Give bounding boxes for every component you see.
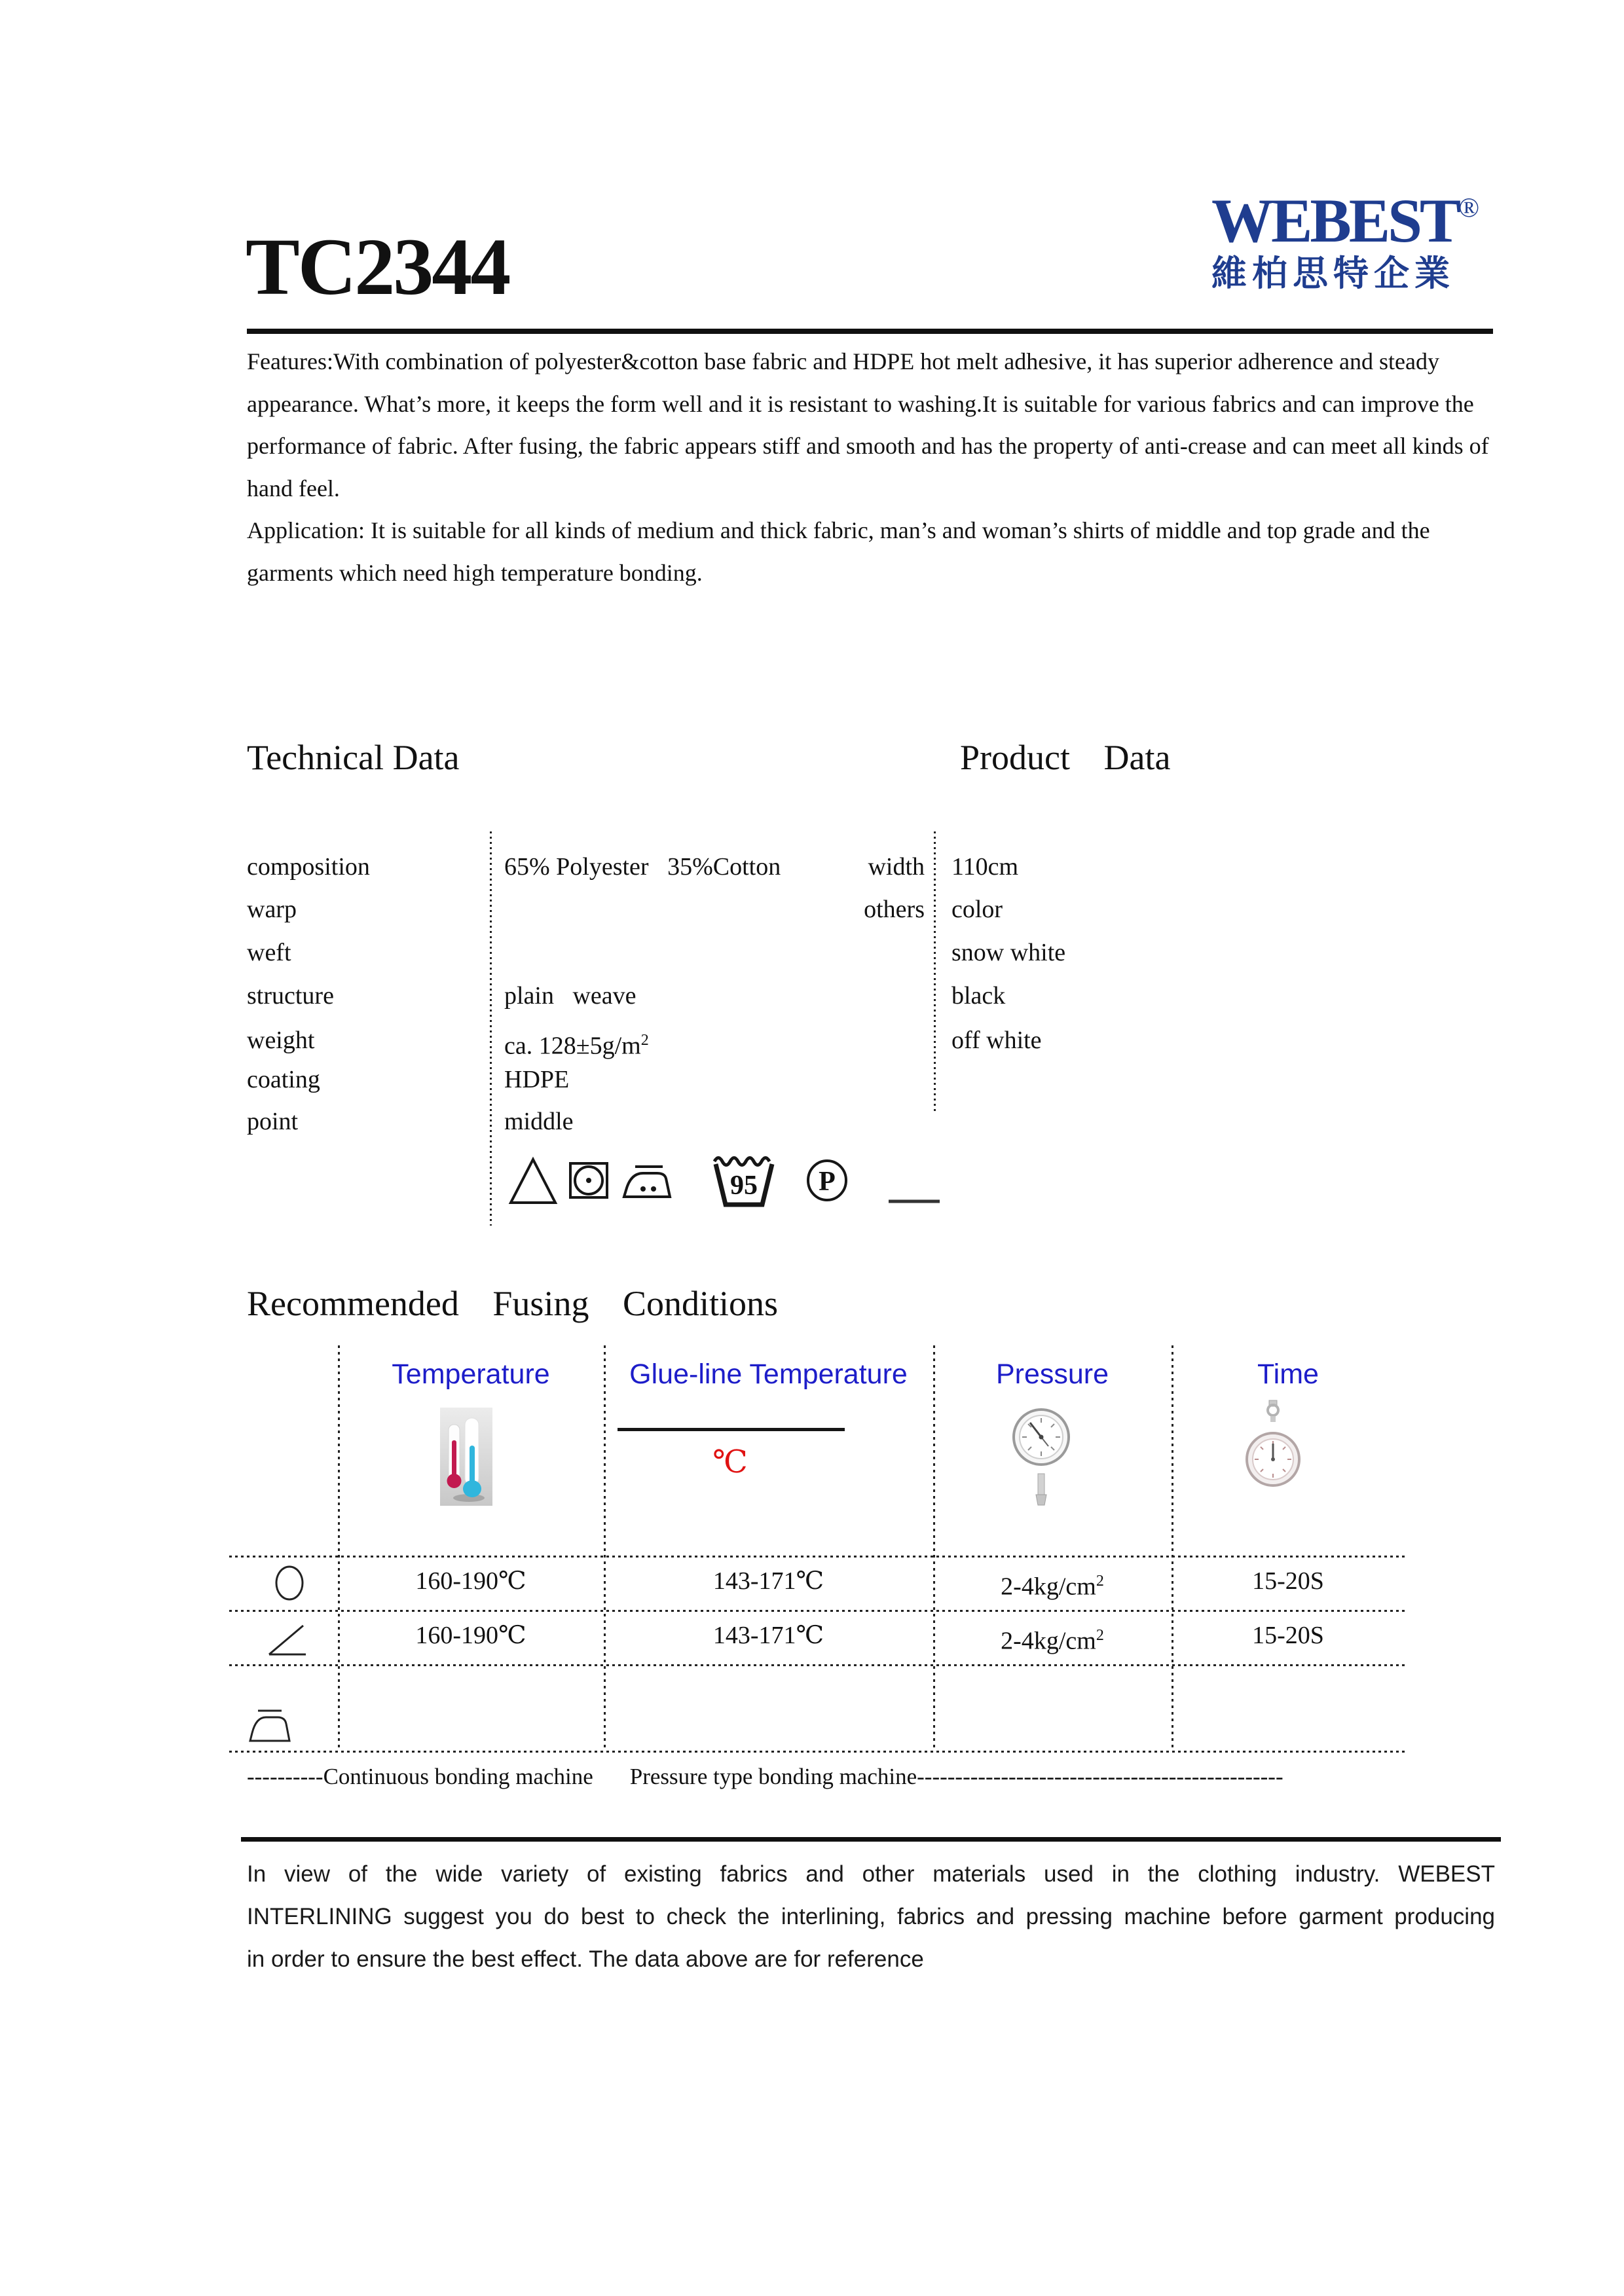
caption-pressure-label: Pressure type bonding machine [629, 1764, 917, 1789]
table-row [247, 979, 1410, 1012]
table-row [247, 850, 1410, 883]
caption-right-dashes: ------------------------------------------------ [917, 1764, 1283, 1789]
cell-time: 15-20S [1252, 1622, 1324, 1649]
row-product-value: black [951, 982, 1006, 1010]
row-product-value: 110cm [951, 853, 1019, 881]
brand-name: WEBEST [1211, 186, 1459, 255]
svg-text:P: P [819, 1167, 836, 1197]
underline-symbol-icon [887, 1198, 941, 1205]
column-header-pressure: Pressure [995, 1358, 1109, 1390]
stopwatch-icon [1246, 1399, 1301, 1501]
wash-95-icon [711, 1151, 777, 1209]
iron-two-dots-icon [621, 1161, 673, 1201]
product-data-heading: Product Data [960, 738, 1171, 777]
circle-symbol [274, 1564, 305, 1602]
cell-pressure: $2-4kg/cm^2$ [1001, 1627, 1104, 1655]
bleach-triangle-icon [507, 1156, 559, 1206]
glue-line-rule [618, 1428, 845, 1431]
row-value: HDPE [504, 1066, 570, 1093]
row-divider [229, 1664, 1405, 1666]
fusing-table [229, 1345, 1405, 1753]
row-sublabel: width [868, 853, 925, 881]
row-divider [229, 1556, 1405, 1558]
column-divider [933, 1345, 935, 1751]
cell-glue-line: 143-171℃ [712, 1567, 824, 1595]
dry-clean-p-icon [805, 1159, 849, 1202]
row-value: plain weave [504, 982, 637, 1010]
cell-pressure: $2-4kg/cm^2$ [1001, 1573, 1104, 1601]
header-divider-rule [247, 329, 1493, 334]
iron-symbol [248, 1705, 292, 1745]
cell-temperature: 160-190℃ [415, 1622, 526, 1649]
caption-left-dashes: ---------- [247, 1764, 323, 1789]
table-row [247, 1063, 1410, 1096]
row-label: weft [247, 939, 291, 966]
column-divider [1172, 1345, 1173, 1751]
bonding-machine-caption [247, 1764, 1419, 1790]
fusing-conditions-heading: Recommended Fusing Conditions [247, 1284, 778, 1323]
registered-trademark-icon: ® [1458, 193, 1480, 223]
column-header-glue-line: Glue-line Temperature [629, 1358, 908, 1390]
row-label: structure [247, 982, 334, 1010]
row-divider [229, 1751, 1405, 1753]
footer-line: In view of the wide variety of existing fabrics and other materials used in the clothing industry. WEBEST [247, 1861, 1495, 1887]
row-product-value: color [951, 896, 1003, 923]
table-row [247, 1105, 1410, 1138]
row-sublabel: others [864, 896, 925, 923]
table-row [247, 893, 1410, 926]
row-label: coating [247, 1066, 320, 1093]
row-label: warp [247, 896, 297, 923]
cell-glue-line: 143-171℃ [712, 1622, 824, 1649]
brand-logo [1211, 186, 1493, 293]
row-value: ca. $128\pm 5g/m^2$ [504, 1032, 649, 1060]
row-product-value: snow white [951, 939, 1066, 966]
technical-data-heading: Technical Data [247, 738, 460, 777]
glue-line-unit: ℃ [712, 1445, 748, 1480]
column-divider [604, 1345, 606, 1751]
footer-line: in order to ensure the best effect. The data above are for reference [247, 1946, 924, 1972]
row-label: weight [247, 1027, 315, 1054]
row-value: middle [504, 1108, 574, 1135]
brand-chinese-name: 維柏思特企業 [1211, 254, 1455, 293]
table-row [247, 936, 1410, 969]
svg-text:95: 95 [730, 1171, 758, 1201]
cell-time: 15-20S [1252, 1567, 1324, 1595]
column-header-time: Time [1257, 1358, 1319, 1390]
row-divider [229, 1610, 1405, 1612]
column-header-temperature: Temperature [392, 1358, 550, 1390]
cell-temperature: 160-190℃ [415, 1567, 526, 1595]
footer-divider-rule [241, 1837, 1501, 1842]
thermometer-icon [440, 1408, 492, 1506]
footer-note [247, 1853, 1495, 1980]
row-label: point [247, 1108, 299, 1135]
column-divider [338, 1345, 340, 1751]
row-value: 65% Polyester 35%Cotton [504, 853, 781, 881]
footer-line: INTERLINING suggest you do best to check the interlining, fabrics and pressing machine before garment producing [247, 1904, 1495, 1929]
intro-text [247, 340, 1502, 594]
table-row [247, 1024, 1410, 1060]
row-label: composition [247, 853, 370, 881]
tumble-dry-icon [568, 1161, 609, 1199]
row-product-value: off white [951, 1027, 1042, 1054]
angle-symbol [265, 1619, 310, 1658]
brand-wordmark [1211, 186, 1493, 255]
application-paragraph: Application: It is suitable for all kinds of medium and thick fabric, man’s and woman’s shirts of middle and top grade and the garments which need high temperature bonding. [247, 517, 1430, 586]
pressure-gauge-icon [1012, 1396, 1071, 1508]
product-code-title: TC2344 [246, 222, 509, 312]
features-paragraph: Features:With combination of polyester&cotton base fabric and HDPE hot melt adhesive, it has superior adherence and steady appearance. What’s more, it keeps the form well and it is resistant to washing.It is suitable for various fabrics and can improve the performance of fabric. After fusing, the fabric appears stiff and smooth and has the property of anti-crease and can meet all kinds of hand feel. [247, 348, 1489, 501]
caption-continuous-label: Continuous bonding machine [323, 1764, 593, 1789]
